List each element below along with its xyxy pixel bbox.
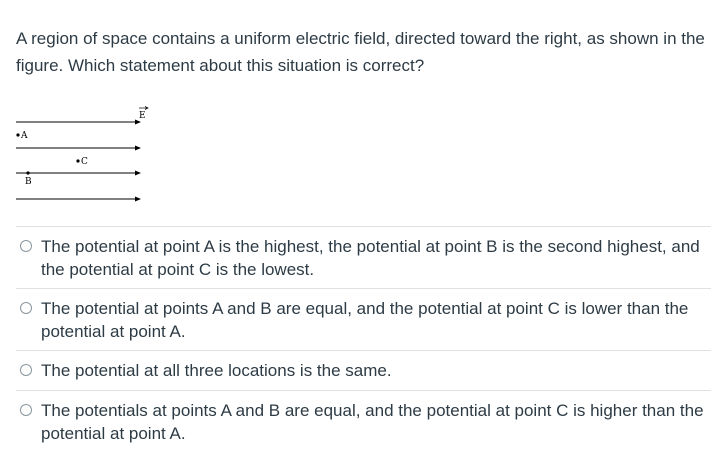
point-c-label: C [81, 157, 88, 167]
answer-option-label: The potential at point A is the highest, the potential at point B is the second highest, and the potential at point C is the lowest. [41, 237, 700, 279]
answer-option-4[interactable] [16, 390, 711, 452]
electric-field-figure [10, 100, 160, 215]
answer-option-label: The potentials at points A and B are equal, and the potential at point C is higher than the potential at point A. [41, 401, 704, 443]
answer-list [16, 226, 711, 452]
radio-button-icon[interactable] [20, 404, 32, 416]
answer-option-3[interactable] [16, 350, 711, 390]
question-text: A region of space contains a uniform electric field, directed toward the right, as shown in the figure. Which statement about this situation is correct? [16, 29, 705, 75]
radio-button-icon[interactable] [20, 240, 32, 252]
point-a-label: A [21, 131, 28, 141]
radio-button-icon[interactable] [20, 302, 32, 314]
answer-option-1[interactable] [16, 226, 711, 288]
point-b-label: B [25, 177, 32, 187]
answer-option-2[interactable] [16, 288, 711, 350]
point-c-dot [76, 159, 79, 162]
point-b-dot [26, 171, 29, 174]
field-label: E [139, 111, 146, 121]
point-a-dot [16, 133, 19, 136]
radio-button-icon[interactable] [20, 364, 32, 376]
answer-option-label: The potential at points A and B are equal, and the potential at point C is lower than the potential at point A. [41, 299, 689, 341]
answer-option-label: The potential at all three locations is the same. [41, 361, 392, 380]
